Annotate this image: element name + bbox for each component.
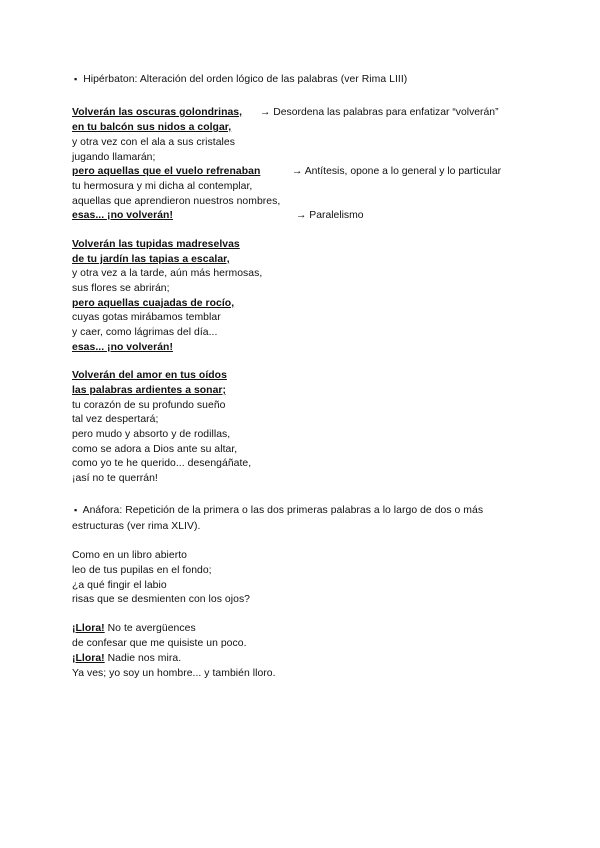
poem-line-bold: pero aquellas cuajadas de rocío, (72, 298, 235, 309)
poem-line: tal vez despertará; (72, 414, 159, 425)
bullet-icon: ▪ (74, 74, 78, 84)
poem-line-bold: esas... ¡no volverán! (72, 342, 173, 353)
poem-line-bold: Volverán las tupidas madreselvas (72, 239, 240, 250)
llora-emphasis: ¡Llora! (72, 653, 105, 664)
poem-line: como yo te he querido... desengáñate, (72, 458, 252, 469)
poem-line-bold: pero aquellas que el vuelo refrenaban (72, 166, 261, 177)
bullet-icon: ▪ (74, 505, 78, 515)
anafora-heading: ▪ Anáfora: Repetición de la primera o las dos primeras palabras a lo largo de dos o más (74, 505, 484, 516)
poem-line: de confesar que me quisiste un poco. (72, 638, 247, 649)
poem-line-bold: las palabras ardientes a sonar; (72, 385, 227, 396)
hiperbaton-heading: ▪ Hipérbaton: Alteración del orden lógico de las palabras (ver Rima LIII) (74, 74, 408, 85)
poem-line: y otra vez a la tarde, aún más hermosas, (72, 268, 263, 279)
poem-line-mixed: ¡Llora! No te avergüences (72, 623, 196, 634)
annotation-note: → Desordena las palabras para enfatizar “volverán” (260, 107, 499, 118)
poem-line-bold: en tu balcón sus nidos a colgar, (72, 122, 232, 133)
poem-line: Ya ves; yo soy un hombre... y también lloro. (72, 668, 276, 679)
poem-line: y otra vez con el ala a sus cristales (72, 137, 235, 148)
poem-line: tu hermosura y mi dicha al contemplar, (72, 181, 253, 192)
poem-line: jugando llamarán; (72, 152, 156, 163)
poem-line: sus flores se abrirán; (72, 283, 170, 294)
llora-emphasis: ¡Llora! (72, 623, 105, 634)
poem-line: como se adora a Dios ante su altar, (72, 444, 238, 455)
poem-line: y caer, como lágrimas del día... (72, 327, 218, 338)
poem-line-mixed: ¡Llora! Nadie nos mira. (72, 653, 182, 664)
poem-line-bold: Volverán las oscuras golondrinas, (72, 107, 243, 118)
poem-line: leo de tus pupilas en el fondo; (72, 565, 212, 576)
anafora-heading-cont: estructuras (ver rima XLIV). (72, 521, 201, 532)
poem-line: Como en un libro abierto (72, 550, 187, 561)
poem-line: ¿a qué fingir el labio (72, 580, 167, 591)
annotation-note: → Paralelismo (296, 210, 364, 221)
poem-line: tu corazón de su profundo sueño (72, 400, 226, 411)
poem-line: risas que se desmienten con los ojos? (72, 594, 251, 605)
poem-line: pero mudo y absorto y de rodillas, (72, 429, 231, 440)
poem-line-bold: esas... ¡no volverán! (72, 210, 173, 221)
poem-line: aquellas que aprendieron nuestros nombres, (72, 196, 281, 207)
poem-line-bold: Volverán del amor en tus oídos (72, 370, 227, 381)
poem-line: ¡así no te querrán! (72, 473, 158, 484)
poem-line-bold: de tu jardín las tapias a escalar, (72, 254, 230, 265)
annotation-note: → Antítesis, opone a lo general y lo particular (292, 166, 502, 177)
poem-line: cuyas gotas mirábamos temblar (72, 312, 221, 323)
